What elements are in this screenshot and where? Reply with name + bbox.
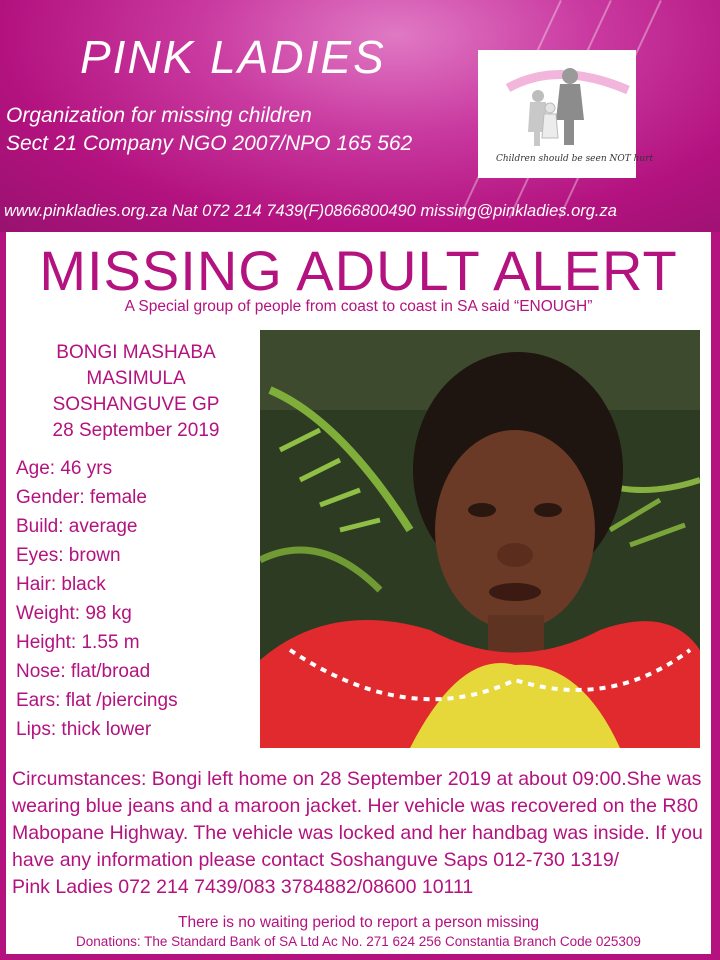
person-details-list [16,454,178,744]
alert-panel [6,232,711,954]
org-logo [478,50,654,178]
person-photo-image [260,330,700,748]
detail-nose: Nose: flat/broad [16,661,151,682]
detail-age: Age: 46 yrs [16,458,113,479]
detail-height: Height: 1.55 m [16,632,140,653]
detail-weight: Weight: 98 kg [16,603,132,624]
org-desc-line2: Sect 21 Company NGO 2007/NPO 165 562 [6,132,413,155]
person-name-line1: BONGI MASHABA [56,342,216,363]
person-name-line2: MASIMULA [86,368,186,389]
missing-person-photo [260,330,700,748]
tagline: A Special group of people from coast to coast in SA said “ENOUGH” [124,298,593,315]
detail-build: Build: average [16,516,138,537]
person-location: SOSHANGUVE GP [52,394,220,415]
detail-lips: Lips: thick lower [16,719,152,740]
donations-line: Donations: The Standard Bank of SA Ltd Ac No. 271 624 256 Constantia Branch Code 025309 [76,934,641,949]
circumstances-line: have any information please contact Soshanguve Saps 012-730 1319/ [12,849,620,871]
org-description [6,102,412,158]
missing-date: 28 September 2019 [52,420,220,441]
logo-caption: Children should be seen NOT hurt [496,154,654,164]
header-banner [0,0,720,232]
circumstances-line: Mabopane Highway. The vehicle was locked and her handbag was inside. If you [12,822,703,844]
detail-eyes: Eyes: brown [16,545,121,566]
org-name: PINK LADIES [80,31,386,83]
circumstances-text [12,766,708,901]
alert-title: MISSING ADULT ALERT [39,239,678,302]
contact-line: www.pinkladies.org.za Nat 072 214 7439(F)0866800490 missing@pinkladies.org.za [4,202,617,220]
detail-hair: Hair: black [16,574,106,595]
detail-gender: Gender: female [16,487,147,508]
circumstances-line: Circumstances: Bongi left home on 28 September 2019 at about 09:00.She was [12,768,702,790]
person-identity [16,340,256,444]
waiting-period-note: There is no waiting period to report a person missing [178,914,539,931]
detail-ears: Ears: flat /piercings [16,690,178,711]
circumstances-line: wearing blue jeans and a maroon jacket. Her vehicle was recovered on the R80 [12,795,699,817]
org-desc-line1: Organization for missing children [6,104,312,127]
circumstances-line: Pink Ladies 072 214 7439/083 3784882/08600 10111 [12,876,474,898]
